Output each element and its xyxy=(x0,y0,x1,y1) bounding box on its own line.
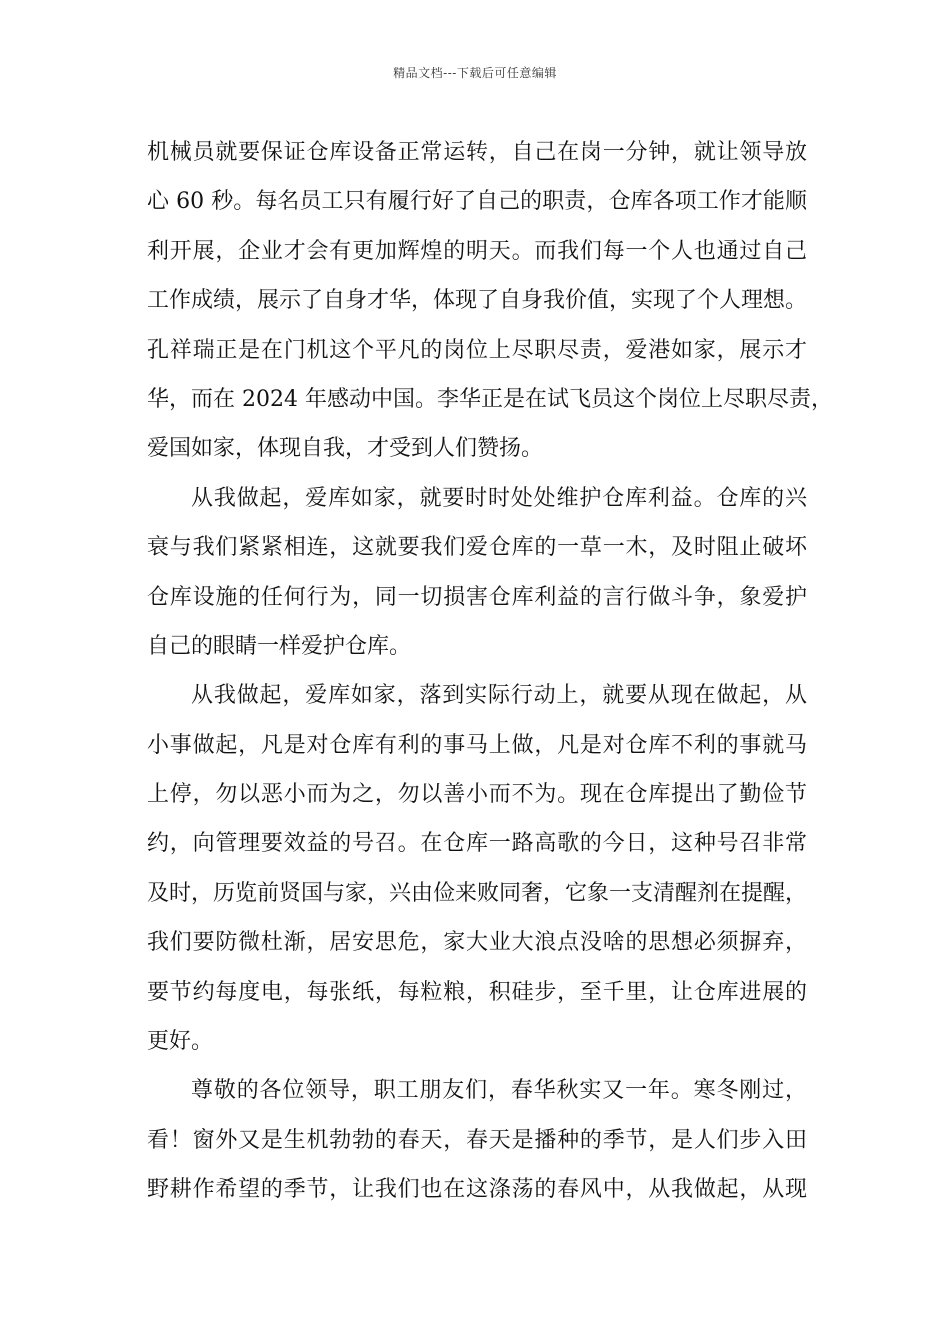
text-line: 野耕作希望的季节，让我们也在这涤荡的春风中，从我做起，从现 xyxy=(147,1177,807,1203)
paragraph-4 xyxy=(147,1066,807,1214)
text-line: 仓库设施的任何行为，同一切损害仓库利益的言行做斗争，象爱护 xyxy=(147,584,807,610)
text-line: 更好。 xyxy=(147,1029,214,1055)
text-line: 要节约每度电，每张纸，每粒粮，积硅步，至千里，让仓库进展的 xyxy=(147,979,807,1005)
text-line: 工作成绩，展示了自身才华，体现了自身我价值，实现了个人理想。 xyxy=(147,288,808,314)
text-line: 尊敬的各位领导，职工朋友们，春华秋实又一年。寒冬刚过， xyxy=(191,1078,807,1104)
text-line: 从我做起，爱库如家，就要时时处处维护仓库利益。仓库的兴 xyxy=(191,485,807,511)
text-line: 机械员就要保证仓库设备正常运转，自己在岗一分钟，就让领导放 xyxy=(147,140,807,165)
text-line: 孔祥瑞正是在门机这个平凡的岗位上尽职尽责，爱港如家，展示才 xyxy=(147,337,807,363)
page-header: 精品文档---下载后可任意编辑 xyxy=(393,66,557,80)
text-line: 我们要防微杜渐，居安思危，家大业大浪点没啥的思想必须摒弃， xyxy=(147,930,807,956)
text-line: 及时，历览前贤国与家，兴由俭来败同奢，它象一支清醒剂在提醒， xyxy=(147,880,808,906)
text-line: 华，而在 2024 年感动中国。李华正是在试飞员这个岗位上尽职尽责， xyxy=(147,386,833,412)
text-line: 小事做起，凡是对仓库有利的事马上做，凡是对仓库不利的事就马 xyxy=(147,732,807,758)
paragraph-2 xyxy=(147,474,807,672)
paragraph-1 xyxy=(147,128,833,474)
text-line: 衰与我们紧紧相连，这就要我们爱仓库的一草一木，及时阻止破坏 xyxy=(147,535,807,561)
text-line: 心 60 秒。每名员工只有履行好了自己的职责，仓库各项工作才能顺 xyxy=(147,189,807,215)
paragraph-3 xyxy=(147,671,807,1066)
text-line: 从我做起，爱库如家，落到实际行动上，就要从现在做起，从 xyxy=(191,683,807,709)
document-body xyxy=(147,128,833,1215)
text-line: 利开展，企业才会有更加辉煌的明天。而我们每一个人也通过自己 xyxy=(147,238,807,264)
text-line: 上停，勿以恶小而为之，勿以善小而不为。现在仓库提出了勤俭节 xyxy=(147,782,807,808)
text-line: 自己的眼睛一样爱护仓库。 xyxy=(147,633,412,659)
text-line: 爱国如家，体现自我，才受到人们赞扬。 xyxy=(147,436,544,462)
text-line: 看！窗外又是生机勃勃的春天，春天是播种的季节，是人们步入田 xyxy=(147,1127,807,1153)
text-line: 约，向管理要效益的号召。在仓库一路高歌的今日，这种号召非常 xyxy=(147,831,807,857)
